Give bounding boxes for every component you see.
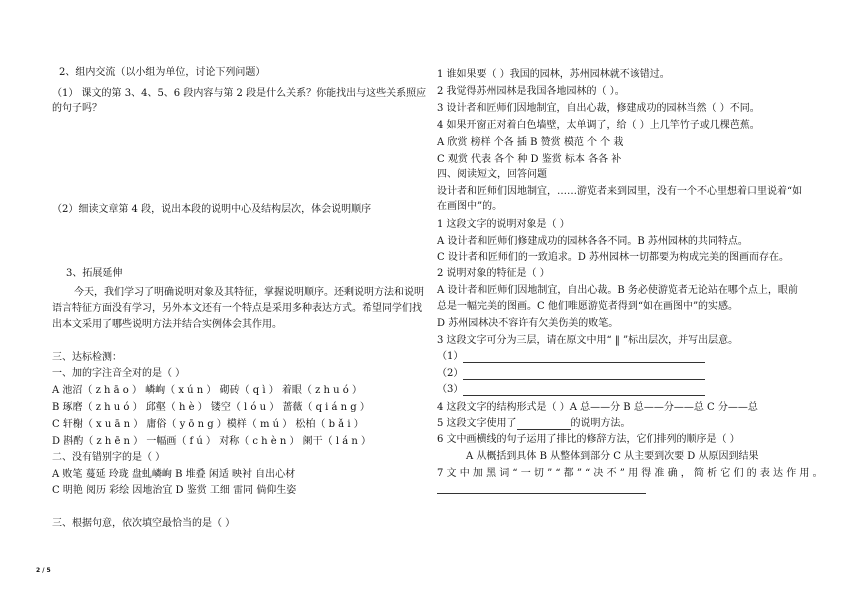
layer-2-row xyxy=(437,368,705,380)
layer-2-label: （2） xyxy=(437,368,464,379)
reading-question-6-options: A 从概括到具体 B 从整体到部分 C 从主要到次要 D 从原因到结果 xyxy=(466,451,759,462)
fill-item-3: 3 设计者和匠师们因地制宜，自出心裁，修建成功的园林当然（ ）不同。 xyxy=(437,103,760,114)
test-title: 三、达标检测： xyxy=(52,352,122,363)
pinyin-question: 一、加的字注音全对的是（ ） xyxy=(52,368,186,379)
reading-question-2: 2 说明对象的特征是（ ） xyxy=(437,268,550,279)
layer-1-label: （1） xyxy=(437,351,464,362)
fill-item-4: 4 如果开窗正对着白色墙壁，太单调了，给（ ）上几竿竹子或几棵芭蕉。 xyxy=(437,120,760,131)
pinyin-option-c: C 轩榭（ x u ā n ） 庸俗（ y ō n g ）模样（ m ú ） 松柏（ b ǎ i ） xyxy=(52,419,364,430)
question-1-line-1: （1） 课文的第 3、4、5、6 段内容与第 2 段是什么关系？你能找出与这些关系照应 xyxy=(52,88,427,99)
question-5-answer-blank[interactable] xyxy=(517,419,571,430)
question-2: （2）细读文章第 4 段，说出本段的说明中心及结构层次，体会说明顺序 xyxy=(52,204,372,215)
pinyin-option-a: A 池沼（ z h ā o ） 嶙峋（ x ú n ） 砌砖（ q ì ） 着眼（ z h u ó ） xyxy=(52,385,362,396)
section-3-paragraph-line-1: 今天，我们学习了明确说明对象及其特征，掌握说明顺序。还剩说明方法和说明 xyxy=(74,287,424,298)
reading-question-2-option-d: D 苏州园林决不容许有欠美伤美的败笔。 xyxy=(437,318,619,329)
reading-question-4: 4 这段文字的结构形式是（ ）A 总——分 B 总——分——总 C 分——总 xyxy=(437,402,758,413)
typo-options-cd: C 明艳 阅历 彩绘 因地治宜 D 鉴赏 工细 雷同 倘仰生姿 xyxy=(52,485,297,496)
question-1-line-2: 的句子吗？ xyxy=(52,103,102,114)
passage-line-2: 在画图中”的。 xyxy=(437,201,503,212)
section-3-title: 3、拓展延伸 xyxy=(66,268,123,279)
fill-options-cd: C 观赏 代表 各个 种 D 鉴赏 标本 各各 补 xyxy=(437,154,622,165)
fill-options-ab: A 欣赏 榜样 个各 插 B 赞赏 模范 个 个 栽 xyxy=(437,137,624,148)
pinyin-option-d: D 斟酌（ z h ē n ） 一幅画（ f ú ） 对称（ c h è n ） 阑干（ l á n ） xyxy=(52,436,371,447)
fill-item-2: 2 我觉得苏州园林是我国各地园林的（ ）。 xyxy=(437,86,625,97)
reading-question-1-options-ab: A 设计者和匠师们修建成功的园林各各不同。B 苏州园林的共同特点。 xyxy=(437,236,748,247)
question-5-prefix: 5 这段文字使用了 xyxy=(437,418,517,429)
section-3-paragraph-line-3: 出本文采用了哪些说明方法并结合实例体会其作用。 xyxy=(52,319,282,330)
fill-item-1: 1 谁如果要（ ）我国的园林，苏州园林就不该错过。 xyxy=(437,69,670,80)
typo-question: 二、没有错别字的是（ ） xyxy=(52,452,166,463)
section-2-title: 2、组内交流（以小组为单位，讨论下列问题） xyxy=(59,67,266,78)
reading-question-7: 7 文 中 加 黑 词 “ 一 切 ” “ 都 ” “ 决 不 ” 用 得 准 确 ， 简 析 它 们 的 表 达 作 用 。 xyxy=(437,468,823,479)
reading-question-2-option-a: A 设计者和匠师们因地制宜，自出心裁。B 务必使游览者无论站在哪个点上，眼前 xyxy=(437,285,798,296)
typo-options-ab: A 败笔 蔓延 玲珑 盘虬嶙峋 B 堆叠 闲适 映衬 自出心材 xyxy=(52,469,296,480)
question-7-answer-line[interactable] xyxy=(437,493,646,494)
fill-question: 三、根据句意，依次填空最恰当的是（ ） xyxy=(52,518,236,529)
layer-1-answer-line[interactable] xyxy=(463,352,705,363)
reading-question-6: 6 文中画横线的句子运用了排比的修辞方法，它们排列的顺序是（ ） xyxy=(437,434,740,445)
layer-3-answer-line[interactable] xyxy=(463,385,705,396)
reading-question-1-options-cd: C 设计者和匠师们的一致追求。D 苏州园林一切都要为构成完美的图画而存在。 xyxy=(437,252,790,263)
section-4-title: 四、阅读短文，回答问题 xyxy=(437,169,547,180)
passage-line-1: 设计者和匠师们因地制宜，……游览者来到园里，没有一个不心里想着口里说着“如 xyxy=(437,186,803,197)
section-3-paragraph-line-2: 语言特征方面没有学习，另外本文还有一个特点是采用多种表达方式。希望同学们找 xyxy=(52,303,422,314)
question-5-suffix: 的说明方法。 xyxy=(570,418,631,429)
layer-3-row xyxy=(437,384,705,396)
reading-question-2-option-bc: 总是一幅完美的图画。C 他们唯愿游览者得到“如在画图中”的实感。 xyxy=(437,301,739,312)
layer-2-answer-line[interactable] xyxy=(463,369,705,380)
layer-1-row xyxy=(437,351,705,363)
reading-question-5 xyxy=(437,418,631,430)
layer-3-label: （3） xyxy=(437,384,464,395)
page-number: 2 / 5 xyxy=(36,567,51,574)
pinyin-option-b: B 琢磨（ z h u ó ） 邱壑（ h è ） 镂空（ l ó u ） 蔷薇（ q i á n g ） xyxy=(52,402,370,413)
reading-question-3: 3 这段文字可分为三层，请在原文中用“ ‖ ”标出层次，并写出层意。 xyxy=(437,335,739,346)
reading-question-1: 1 这段文字的说明对象是（ ） xyxy=(437,219,570,230)
